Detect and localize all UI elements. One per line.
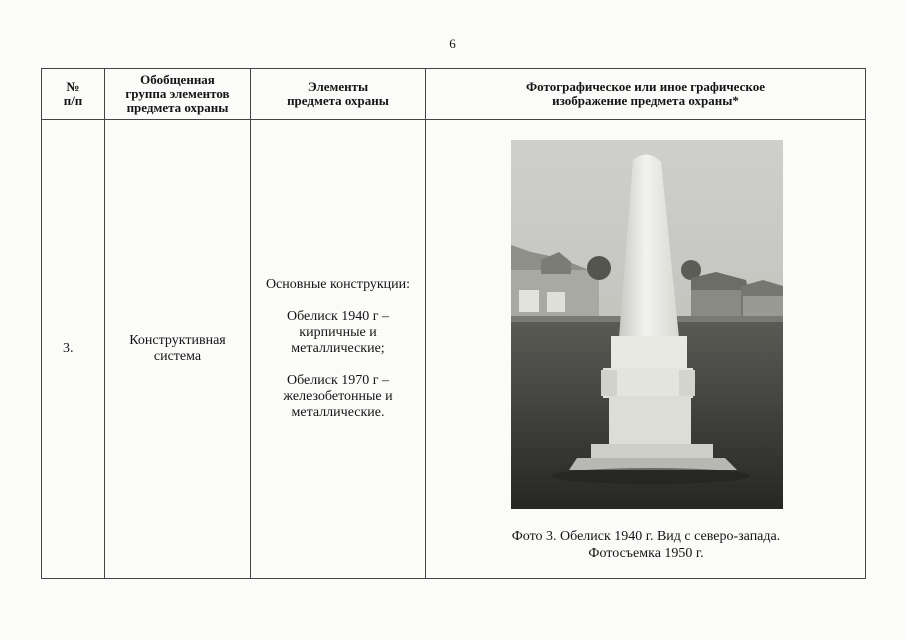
header-photo — [426, 69, 866, 120]
header-photo-label: Фотографическое или иное графическое изображение предмета охраны* — [526, 79, 765, 108]
photo-caption-line2: Фотосъемка 1950 г. — [588, 546, 704, 561]
header-elements — [251, 69, 426, 120]
header-number — [42, 69, 105, 120]
obelisk-photo — [511, 140, 783, 509]
row-group: Конструктивная система — [129, 333, 226, 364]
photo-caption — [426, 528, 866, 562]
table-row — [42, 120, 866, 579]
page-number: 6 — [449, 36, 456, 51]
elements-obelisk-1940: Обелиск 1940 г – кирпичные и металлические; — [287, 309, 389, 356]
row-number: 3. — [63, 341, 74, 356]
protection-table — [41, 68, 866, 579]
header-group — [105, 69, 251, 120]
header-number-label: № п/п — [63, 79, 83, 108]
row-group-cell — [105, 120, 251, 579]
header-elements-label: Элементы предмета охраны — [287, 79, 389, 108]
row-photo-cell — [426, 120, 866, 579]
header-group-label: Обобщенная группа элементов предмета охраны — [125, 72, 230, 115]
elements-heading: Основные конструкции: — [265, 277, 411, 292]
elements-obelisk-1970: Обелиск 1970 г – железобетонные и металлические. — [283, 373, 393, 420]
row-elements-cell — [251, 120, 426, 579]
photo-caption-line1: Фото 3. Обелиск 1940 г. Вид с северо-запада. — [511, 529, 781, 544]
table-header-row — [42, 69, 866, 120]
row-number-cell — [42, 120, 105, 579]
